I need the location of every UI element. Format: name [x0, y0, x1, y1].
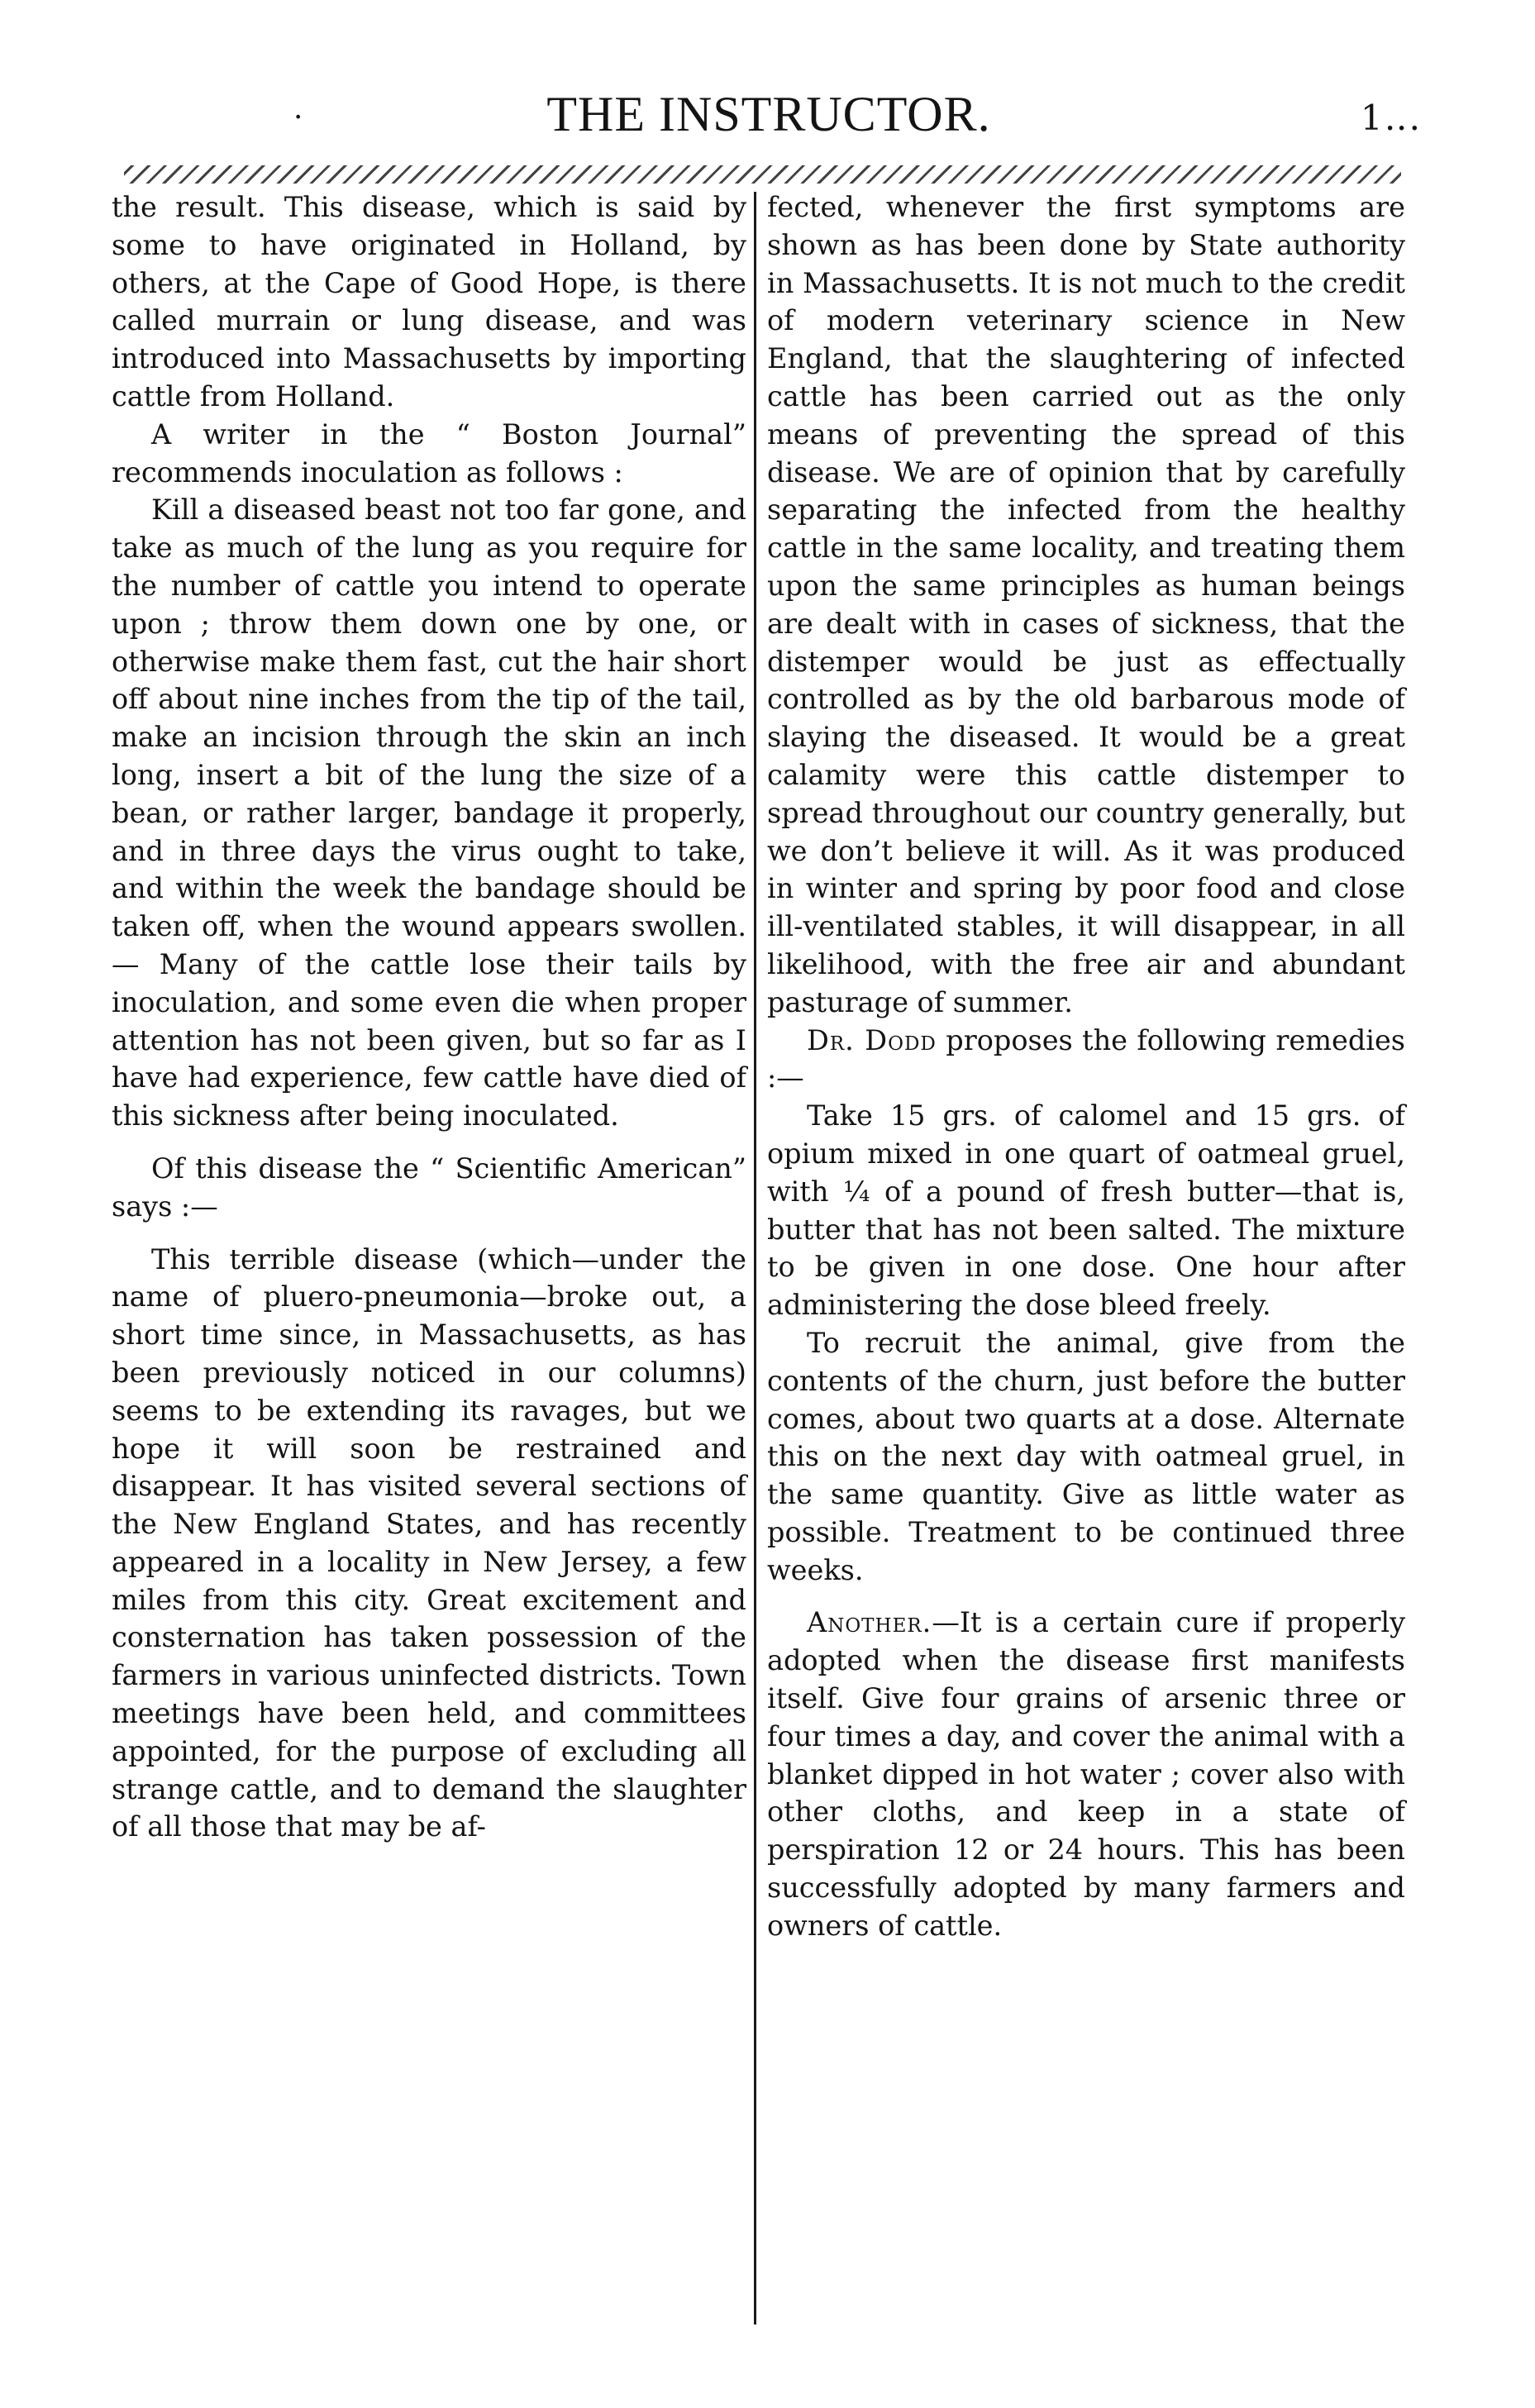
paragraph-recruit-animal: To recruit the animal, give from the contents of the churn, just before the butter comes, about two quarts at a dose. Alternate this on the next day with oatmeal gruel, in the same quantity. Give as little water as possible. Treatment to be continued three weeks.: [767, 1326, 1405, 1586]
paragraph-scientific-american-quote: This terrible disease (which—under the name of pluero-pneumonia—broke out, a short time since, in Massachusetts, as has been previously noticed in our columns) seems to be extending its ravages, but we hope it will soon be restrained and disappear. It has visited several sections of the New England States, and has recently appeared in a locality in New Jersey, a few miles from this city. Great excitement and consternation has taken possession of the farmers in various uninfected districts. Town meetings have been held, and committees appointed, for the purpose of excluding all strange cattle, and to demand the slaughter of all those that may be af-: [112, 1242, 746, 1843]
page-title: THE INSTRUCTOR.: [546, 87, 991, 141]
paragraph-inoculation-method: Kill a diseased beast not too far gone, and take as much of the lung as you require for the number of cattle you intend to operate upon ; throw them down one by one, or otherwise make them fast, cut the hair short off about nine inches from the tip of the tail, make an incision through the skin an inch long, insert a bit of the lung the size of a bean, or rather larger, bandage it properly, and in three days the virus ought to take, and within the week the bandage should be taken off, when the wound appears swollen.— Many of the cattle lose their tails by inoculation, and some even die when proper attention has not been given, but so far as I have had experience, few cattle have died of this sickness after being inoculated.: [112, 494, 746, 1132]
dr-dodd-name: Dr. Dodd: [807, 1023, 937, 1056]
another-label: Another.: [807, 1606, 932, 1639]
paragraph-dr-dodd-intro: [767, 1022, 1405, 1098]
page-number: 1‥.: [1360, 98, 1422, 138]
left-column: [112, 188, 746, 1846]
paragraph-scientific-american-intro: Of this disease the “ Scientific American” says :—: [112, 1152, 746, 1223]
wavy-rule-divider: [124, 165, 1401, 184]
column-divider: [754, 192, 756, 2325]
paragraph-cattle-disease-origin: the result. This disease, which is said by some to have originated in Holland, by others, at the Cape of Good Hope, is there called murrain or lung disease, and was introduced into Massachusetts by importing cattle from Holland.: [112, 191, 746, 412]
paragraph-veterinary-opinion: fected, whenever the first symptoms are shown as has been done by State authority in Massachusetts. It is not much to the credit of modern veterinary science in New England, that the slaughtering of infected cattle has been carried out as the only means of preventing the spread of this disease. We are of opinion that by carefully separating the infected from the healthy cattle in the same locality, and treating them upon the same principles as human beings are dealt with in cases of sickness, that the distemper would be just as effectually controlled as by the old barbarous mode of slaying the diseased. It would be a great calamity were this cattle distemper to spread throughout our country generally, but we don’t believe it will. As it was produced in winter and spring by poor food and close ill-ventilated stables, it will disappear, in all likelihood, with the free air and abundant pasturage of summer.: [767, 191, 1406, 1018]
another-remedy-text: —It is a certain cure if properly adopted when the disease first manifests itself. Give four grains of arsenic three or four times a day, and cover the animal with a blanket dipped in hot water ; cover also with other cloths, and keep in a state of perspiration 12 or 24 hours. This has been successfully adopted by many farmers and owners of cattle.: [767, 1606, 1405, 1942]
dr-dodd-intro-text: proposes the following remedies :—: [767, 1023, 1405, 1094]
page-header: [116, 83, 1422, 157]
paragraph-boston-journal-intro: A writer in the “ Boston Journal” recommends inoculation as follows :: [112, 417, 746, 489]
right-column: [767, 188, 1405, 1945]
paragraph-calomel-remedy: Take 15 grs. of calomel and 15 grs. of opium mixed in one quart of oatmeal gruel, with ¼ of a pound of fresh butter—that is, butter that has not been salted. The mixture to be given in one dose. One hour after administering the dose bleed freely.: [767, 1099, 1405, 1322]
header-dot: ·: [293, 101, 303, 135]
paragraph-another-remedy: [767, 1604, 1405, 1944]
